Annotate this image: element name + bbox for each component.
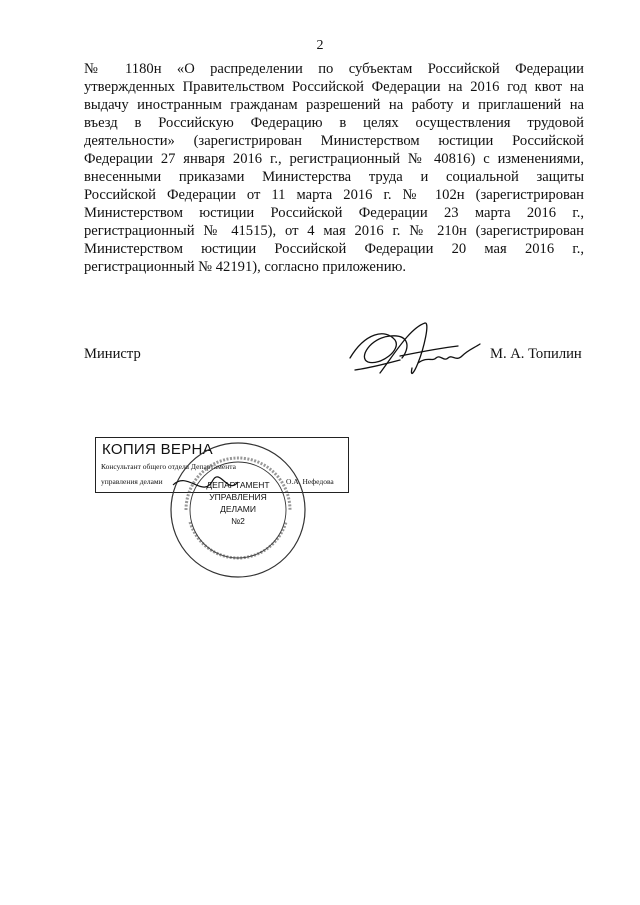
text-line: внесенными приказами Министерства труда и социальной защиты (84, 169, 584, 185)
minister-label: Министр (84, 346, 141, 362)
text-line: регистрационный № 42191), согласно приложению. (84, 259, 407, 275)
seal-line: ДЕЛАМИ (220, 504, 256, 514)
text-line: выдачу иностранным гражданам разрешений на работу и приглашений на (84, 97, 584, 113)
official-seal (168, 440, 308, 580)
text-line: утвержденных Правительством Российской Федерации на 2016 год квот на (84, 79, 584, 95)
copy-stamp-department: управления делами (101, 477, 163, 486)
text-line: регистрационный № 41515), от 4 мая 2016 г. № 210н (зарегистрирован (84, 223, 584, 239)
text-line: Российской Федерации от 11 марта 2016 г. № 102н (зарегистрирован (84, 187, 584, 203)
document-body (84, 60, 584, 276)
copy-stamp-signatory: О.А. Нефедова (286, 477, 334, 486)
minister-name: М. А. Топилин (490, 346, 582, 362)
copy-stamp-title: КОПИЯ ВЕРНА (102, 441, 213, 458)
text-line: деятельности» (зарегистрирован Министерством юстиции Российской (84, 133, 584, 149)
seal-line: УПРАВЛЕНИЯ (209, 492, 267, 502)
text-line: въезд в Российскую Федерацию в целях осуществления трудовой (84, 115, 584, 131)
text-line: Министерством юстиции Российской Федерации 20 мая 2016 г., (84, 241, 584, 257)
page-number: 2 (316, 38, 324, 53)
copy-stamp-position: Консультант общего отдела Департамента (101, 462, 236, 471)
text-line: Министерством юстиции Российской Федерации 23 марта 2016 г., (84, 205, 584, 221)
seal-line: ДЕПАРТАМЕНТ (206, 480, 270, 490)
text-line: № 1180н «О распределении по субъектам Российской Федерации (84, 61, 584, 77)
handwritten-signature (340, 318, 490, 388)
seal-line: №2 (231, 516, 245, 526)
text-line: Федерации 27 января 2016 г., регистрационный № 40816) с изменениями, (84, 151, 584, 167)
